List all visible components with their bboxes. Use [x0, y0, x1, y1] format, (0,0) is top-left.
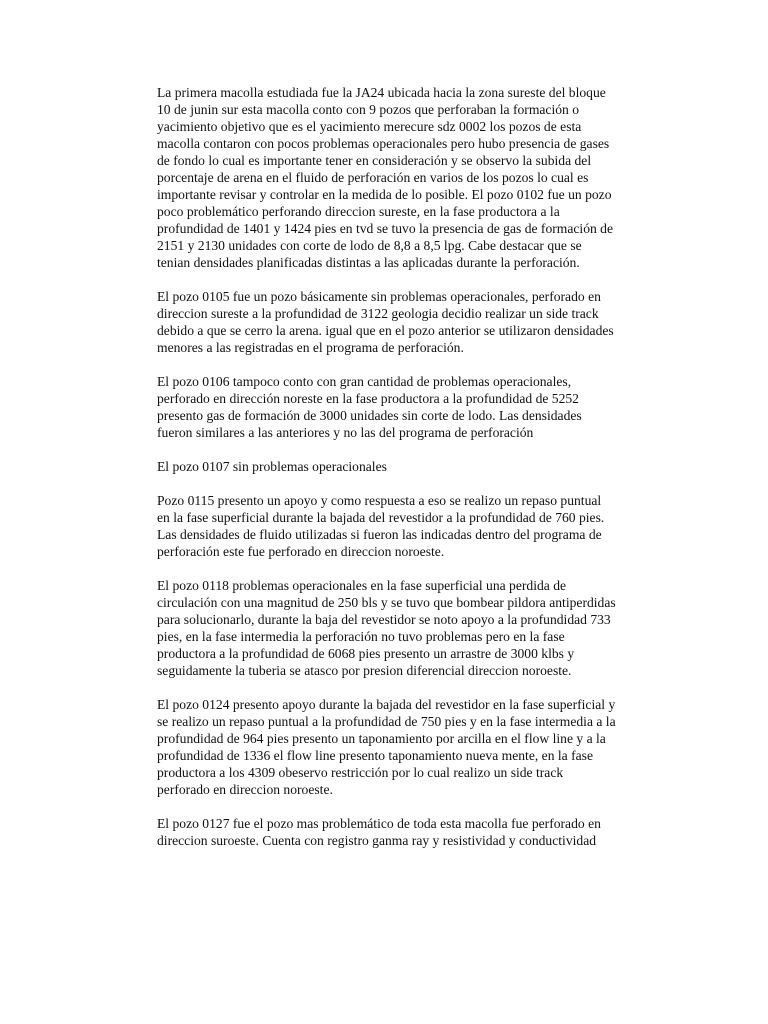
paragraph-macolla-ja24: La primera macolla estudiada fue la JA24 ubicada hacia la zona sureste del bloque 10 de junin sur esta macolla conto con 9 pozos que perforaban la formación o yacimiento objetivo que es el yacimiento merecure sdz 0002 los pozos de esta macolla contaron con pocos problemas operacionales pero hubo presencia de gases de fondo lo cual es importante tener en consideración y se observo la subida del porcentaje de arena en el fluido de perforación en varios de los pozos lo cual es importante revisar y controlar en la medida de lo posible. El pozo 0102 fue un pozo poco problemático perforando direccion sureste, en la fase productora a la profundidad de 1401 y 1424 pies en tvd se tuvo la presencia de gas de formación de 2151 y 2130 unidades con corte de lodo de 8,8 a 8,5 lpg. Cabe destacar que se tenian densidades planificadas distintas a las aplicadas durante la perforación. [157, 85, 614, 270]
paragraph-pozo-0124: El pozo 0124 presento apoyo durante la bajada del revestidor en la fase superficial y se realizo un repaso puntual a la profundidad de 750 pies y en la fase intermedia a la profundidad de 964 pies presento un taponamiento por arcilla en el flow line y a la profundidad de 1336 el flow line presento taponamiento nueva mente, en la fase productora a los 4309 obeservo restricción por lo cual realizo un side track perforado en direccion noroeste. [157, 697, 616, 797]
document-page [157, 84, 617, 866]
paragraph-pozo-0115: Pozo 0115 presento un apoyo y como respuesta a eso se realizo un repaso puntual en la fase superficial durante la bajada del revestidor a la profundidad de 760 pies. Las densidades de fluido utilizadas si fueron las indicadas dentro del programa de perforación este fue perforado en direccion noroeste. [157, 493, 605, 559]
paragraph-pozo-0105: El pozo 0105 fue un pozo básicamente sin problemas operacionales, perforado en direccion sureste a la profundidad de 3122 geologia decidio realizar un side track debido a que se cerro la arena. igual que en el pozo anterior se utilizaron densidades menores a las registradas en el programa de perforación. [157, 289, 614, 355]
paragraph-pozo-0106: El pozo 0106 tampoco conto con gran cantidad de problemas operacionales, perforado en dirección noreste en la fase productora a la profundidad de 5252 presento gas de formación de 3000 unidades sin corte de lodo. Las densidades fueron similares a las anteriores y no las del programa de perforación [157, 374, 582, 440]
paragraph-pozo-0107: El pozo 0107 sin problemas operacionales [157, 459, 387, 474]
paragraph-pozo-0127: El pozo 0127 fue el pozo mas problemático de toda esta macolla fue perforado en direccion suroeste. Cuenta con registro ganma ray y resistividad y conductividad [157, 816, 601, 848]
paragraph-pozo-0118: El pozo 0118 problemas operacionales en la fase superficial una perdida de circulación con una magnitud de 250 bls y se tuvo que bombear pildora antiperdidas para solucionarlo, durante la baja del revestidor se noto apoyo a la profundidad 733 pies, en la fase intermedia la perforación no tuvo problemas pero en la fase productora a la profundidad de 6068 pies presento un arrastre de 3000 klbs y seguidamente la tuberia se atasco por presion diferencial direccion noroeste. [157, 578, 616, 678]
